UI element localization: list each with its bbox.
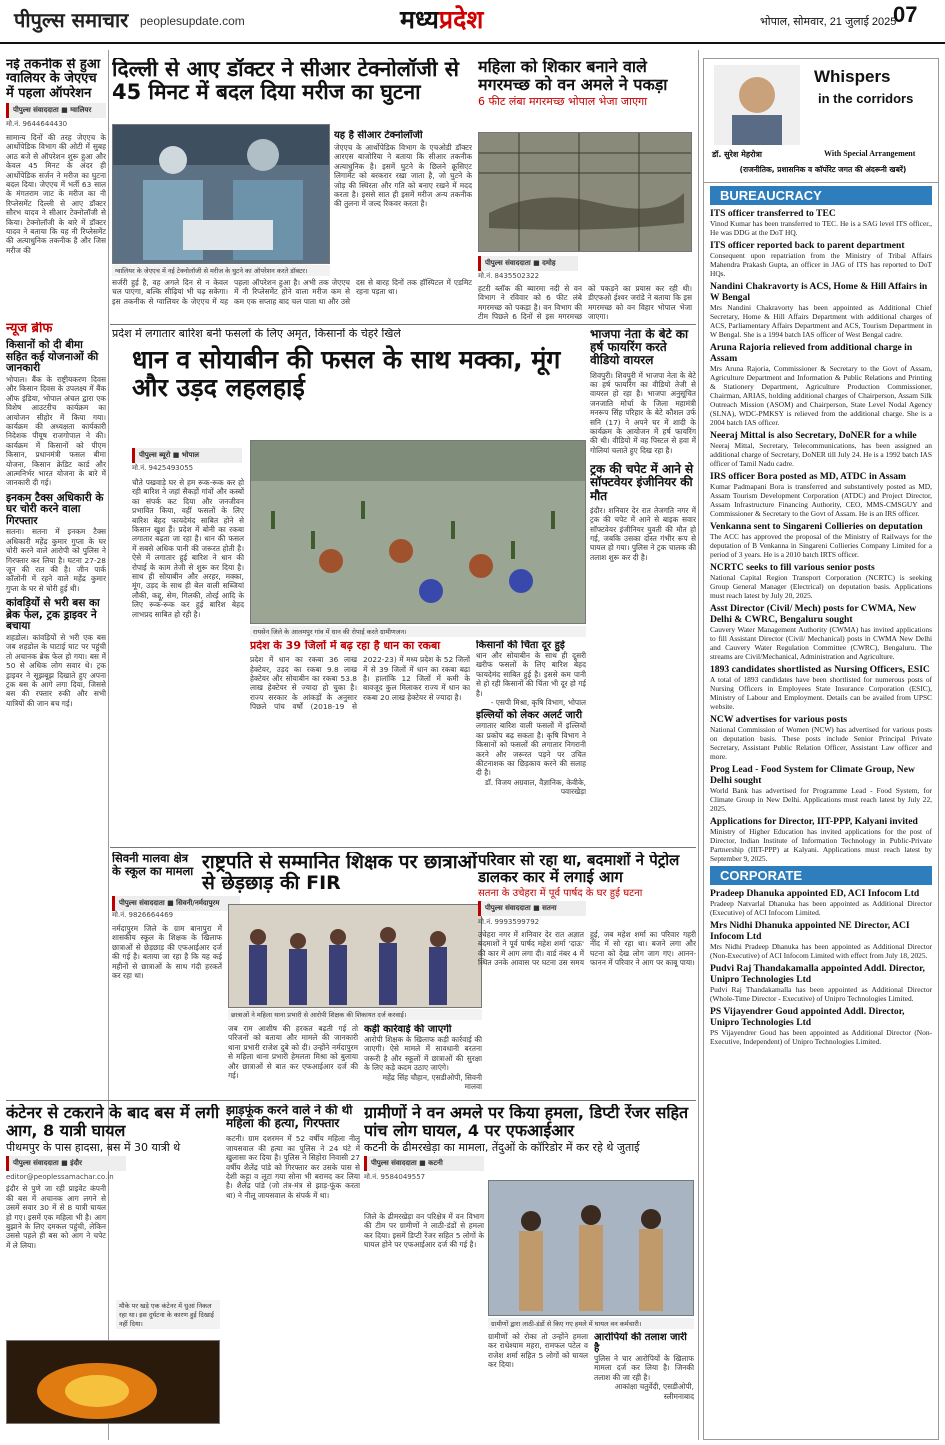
story-mobile: मो.नं. 9584049557: [364, 1173, 426, 1182]
story-byline-box: [6, 1156, 126, 1171]
item-headline: Pudvi Raj Thandakamalla appointed Addl. Director, Unipro Technologies Ltd: [710, 963, 925, 985]
section-rule: [110, 324, 696, 325]
story-email: editor@peoplessamachar.co.in: [6, 1173, 114, 1182]
issue-date: भोपाल, सोमवार, 21 जुलाई 2025: [760, 16, 897, 28]
arrest-body: पुलिस ने चार आरोपियों के खिलाफ मामला दर्ज कर लिया है। जिनकी तलाश की जा रही है।: [594, 1354, 694, 1382]
item-headline: ITS officer transferred to TEC: [710, 208, 836, 219]
alert-body: लगातार बारिश वाली फसलों में इल्लियों का प्रकोप बढ़ सकता है। कृषि विभाग ने किसानों को फसलों की लगातार निगरानी करने और जरूरत पड़ने पर उचित कीटनाशक का छिड़काव करने की सलाह दी है।: [476, 721, 586, 778]
arrest-source: आकांक्षा चतुर्वेदी, एसडीओपी, स्लीमनाबाद: [614, 1382, 694, 1401]
brief-headline: कांवड़ियों से भरी बस का ब्रेक फेल, ट्रक ड्राइवर ने बचाया: [6, 597, 100, 633]
item-body: Cauvery Water Management Authority (CWMA) has invited applications to fill Assistant Director (Civil/ Mechanical) posts in CWMA New Delhi and Cauvery Water Regulation Committee (CWRC), Bengaluru. The streams are Civil/Mechanical, Administration and Agriculture.: [710, 625, 932, 661]
story-body: शिवपुरी। शिवपुरी में भाजपा नेता के बेटे का हर्ष फायरिंग का वीडियो तेजी से वायरल हो रहा है। भाजपा अनुसूचित जनजाति मोर्चा के जिला महामंत्री मनरूप सिंह परिहार के बेटे कौशल उर्फ सनि (17) ने अपने घर में शादी के कार्यक्रम के आयोजन में हर्ष फायरिंग की थी। वीडियो में वह पिस्टल से हवा में गोलियां चलाते हुए दिख रहा है।: [590, 370, 696, 455]
story-cr-technology: [112, 58, 472, 320]
story-body: जब राम आशीष की हरकत बढ़ती गई तो परिजनों को बताया और मामले की जानकारी थाना प्रभारी राजेश दुबे को दी। उन्होंने नर्मदापुरम से महिला थाना प्रभारी हेमलता मिश्रा को बुलाया और छात्राओं से बात कर एफआईआर दर्ज की गई।: [228, 1024, 358, 1081]
item-body: Consequent upon repatriation from the Ministry of Tribal Affairs Mahendra Prakash Gupta, an officer in JAG of ITS has reported to DoT HQs.: [710, 251, 932, 278]
lead-headline: धान व सोयाबीन की फसल के साथ मक्का, मूंग और उड़द लहलहाई: [132, 345, 561, 402]
story-body: ग्रामीणों को रोका तो उन्होंने हमला कर राधेश्याम महरा, रामफल पटेल व राजेश शर्मा सहित 5 लोगों को घायल कर दिया।: [488, 1332, 588, 1370]
whispers-title: Whispers: [814, 67, 891, 86]
story-headline: राष्ट्रपति से सम्मानित शिक्षक पर छात्राओं से छेड़छाड़ की FIR: [202, 852, 478, 894]
website-link[interactable]: peoplesupdate.com: [140, 14, 245, 28]
section-title-a: मध्य: [400, 5, 439, 34]
section-title-b: प्रदेश: [438, 5, 484, 34]
story-byline: पीपुल्स संवाददाता ■ सिवनी/नर्मदापुरम: [119, 899, 220, 907]
masthead: [0, 0, 945, 44]
story-headline: ट्रक की चपेट में आने से सॉफ्टवेयर इंजीनियर की मौत: [590, 462, 694, 503]
item-body: The ACC has approved the proposal of the Ministry of Railways for the deputation of B Venkanna in Singareni Collieries Company Limited for a period of 3 years. He is a 2010 batch IRTS officer.: [710, 532, 932, 559]
bureaucracy-section: [704, 186, 938, 1046]
story-car-fire: [478, 852, 696, 1098]
brief-headline: किसानों को दी बीमा सहित कई योजनाओं की जानकारी: [6, 339, 99, 375]
stats-box: [250, 640, 470, 844]
item-body: Mrs Aruna Rajoria, Commissioner & Secretary to the Govt of Assam, Agriculture Department and Information & Public Relations and Printing & Stationery Department, Agriculture Production Commissioner, Chairman, ARIAS, holding additional charges of Chairperson, Assam Silk Outreach Mission (ASOM) and Chairperson, State Level Nodal Agency (SLNA), WDC-PMKSY is relieved from the additional charge. She is a 2004 batch IAS officer.: [710, 364, 932, 427]
lead-body: चौते पखवाड़े घर से हम रूक-रूक कर हो रही बारिश ने जहां सैकड़ों गांवों और कस्बों का संपर्क कट दिया और जनजीवन प्रभावित किया, वहीं फसलों के लिए बारिश बेहद फायदेमंद साबित होने से किसान खुश हैं। प्रदेश में बोनी का रकबा लगातार बढ़ता जा रहा है। धान की फसल में सबसे अधिक पानी की जरूरत होती है। ऐसे में लगातार हुई बारिश ने धान की रोपाई के काम तेजी से शुरू कर दिया है। साथ ही सोयाबीन और अरहर, मक्का, मूंग, उड़द के साथ ही बेल वाली सब्जियां लौकी, कद्दू, सेम, गिलकी, तोरई आदि के लिए रूक-रूक कर हुई बारिश बेहद लाभप्रद साबित हो रही है।: [132, 478, 244, 619]
story-forest-attack: [364, 1104, 696, 1440]
page-number: 07: [893, 2, 918, 27]
story-bus-fire: [6, 1104, 222, 1440]
action-box: [364, 1024, 482, 1098]
story-kicker: सिवनी मालवा क्षेत्र के स्कूल का मामला: [112, 852, 194, 878]
section-rule: [110, 847, 696, 848]
lead-byline: पीपुल्स ब्यूरो ■ भोपाल: [139, 451, 200, 459]
story-subhead: 6 फीट लंबा मगरमच्छ भोपाल भेजा जाएगा: [478, 95, 648, 109]
story-mobile: मो.नं. 8435502322: [478, 272, 540, 280]
farmer-relief-box: [476, 640, 586, 844]
author-name: डॉ. सुरेश मेहरोत्रा: [712, 150, 762, 159]
info-box-body: जेएएच के आर्थोपेडिक विभाग के एचओडी डॉक्टर आरएस बाजोरिया ने बताया कि सीआर तकनीक अत्याधुनिक है। इसमें घुटने के छिलने क्रूसिएट लिगामेंट को बरकरार रखा जाता है, जो घुटने के जोड़ की स्थिरता और गति को बनाए रखने में मदद करता है। इससे सात ही इसमें मरीज अन्य तकनीक की तुलना में जल्द रिकवर करता है।: [334, 143, 472, 209]
info-box: [334, 130, 472, 280]
relief-title: किसानों की चिंता दूर हुई: [476, 640, 565, 651]
alert-source: डॉ. विजय अग्रवाल, वैज्ञानिक, केवीके, पवारखेड़ा: [484, 777, 586, 797]
story-headline: कंटेनर से टकराने के बाद बस में लगी आग, 8 यात्री घायल: [6, 1104, 220, 1140]
story-body: कटनी। ग्राम दशरमन में 52 वर्षीय महिला नीलू जायसवाल की हत्या का पुलिस ने 24 घंटे में खुलासा कर दिया है। पुलिस ने सिहोरा निवासी 27 वर्षीय शैलेंद्र पांडे को गिरफ्तार कर उसके पास से देशी कट्टा व लूटा गया सोना भी बरामद कर लिया है। शैलेंद्र पांडे (जो तंत्र-मंत्र से झाड़-फूंक करता था) ने नीलू जायसवाल के संपर्क में था।: [226, 1134, 360, 1200]
item-body: Pudvi Raj Thandakamalla has been appointed as Additional Director (Whole-Time Director - Executive) of Unipro Technologies Limited.: [710, 985, 932, 1003]
news-brief: [6, 322, 106, 1094]
story-crocodile: [478, 58, 694, 322]
item-body: Mrs Nidhi Pradeep Dhanuka has been appointed as Additional Director (Non-Executive) of ACI Infocom Limited with effect from July 18, 2025.: [710, 942, 932, 960]
story-body: सर्जरी हुई है, वह अगले दिन से न केवल चल पाएगा, बल्कि सीढ़ियां भी चढ़ सकेगा। इस तकनीक से ग्वालियर के जेएएच में यह पहला ऑपरेशन हुआ है। अभी तक जेएएच में नी रिप्लेसमेंट होने वाला मरीज कम से कम एक सप्ताह बाद चल पाता था और उसे दस से बारह दिनों तक हॉस्पिटल में एडमिट रहना पड़ता था।: [112, 278, 472, 306]
lead-story: [112, 328, 586, 844]
story-body: हटरी ब्लॉक की ब्यारमा नदी से वन विभाग ने रविवार को 6 फीट लंबे मगरमच्छ को पकड़ा है। वन विभाग की टीम पिछले 6 दिनों से इस मगरमच्छ को पकड़ने का प्रयास कर रही थी। डीएफओ ईश्वर जरांडे ने बताया कि इस मगरमच्छ को वन विहार भोपाल भेजा जाएगा।: [478, 284, 692, 322]
story-byline: पीपुल्स संवाददाता ■ कटनी: [371, 1159, 443, 1168]
photo-caption: ग्वालियर के जेएएच में नई टेक्नोलॉजी से मरीज के घुटने का ऑपरेशन करते डॉक्टर।: [112, 265, 330, 276]
story-byline-box: [478, 256, 578, 271]
story-body: सामान्य दिनों की तरह जेएएच के आर्थोपेडिक विभाग की ओटी में सुबह आठ बजे से ऑपरेशन शुरू हुआ और केवल 45 मिनट के अंदर ही आर्थोपेडिक सर्जन ने मरीज का घुटना बदल दिया। जेएएच में भर्ती 63 साल के मंगतराम जाट के मरीज का नी रिप्लेसमेंट दिल्ली से आए डॉक्टर सौरभ यादव ने सीआर टेक्नोलॉजी से किया। टेक्नोलॉजी के बारे में डॉक्टर यादव ने बताया कि यह नी रिप्लेसमेंट की अत्याधुनिक तकनीक है और जिस मरीज की: [6, 132, 106, 255]
item-headline: Venkanna sent to Singareni Collieries on deputation: [710, 521, 923, 532]
whispers-header: [704, 59, 938, 183]
story-byline: पीपुल्स संवाददाता ■ ग्वालियर: [13, 105, 92, 114]
action-body: आरोपी शिक्षक के खिलाफ कड़ी कार्रवाई की जाएगी। ऐसे मामले में सावधानी बरतना जरूरी है और स्कूलों में छात्राओं की सुरक्षा के लिए कड़े कदम उठाए जाएंगे।: [364, 1035, 482, 1073]
story-headline: परिवार सो रहा था, बदमाशों ने पेट्रोल डालकर कार में लगाई आग: [478, 852, 680, 886]
bureaucracy-list: [710, 208, 932, 863]
story-mobile: मो.नं. 9644644430: [6, 119, 68, 128]
story-body: इंदौर से पुणे जा रही प्राइवेट कंपनी की बस में अचानक आग लगने से उसमें सवार 30 में से 8 यात्री घायल हो गए। इसमें एक महिला भी है। आग बुझाने के लिए दमकल पहुंची, लेकिन उससे पहले ही बस को आग ने चपेट में ले लिया।: [6, 1184, 106, 1250]
item-headline: NCW advertises for various posts: [710, 714, 848, 725]
story-body: जिले के ढीमरखेड़ा वन परिक्षेत्र में वन विभाग की टीम पर ग्रामीणों ने लाठी-डंडों से हमला कर दिया। इसमें डिप्टी रेंजर सहित 5 लोगों के घायल होने पर एफआईआर दर्ज की गई है।: [364, 1212, 484, 1250]
story-murder-arrest: [226, 1104, 360, 1440]
story-body: नर्मदापुरम जिले के ग्राम बानापुरा में शासकीय स्कूल के शिक्षक के खिलाफ छात्राओं से छेड़छाड़ की एफआईआर दर्ज की गई है। बताया जा रहा है कि यह कई महीनों से छात्राओं के साथ गंदी हरकतें कर रहा था।: [112, 924, 222, 981]
photo-caption: रायसेन जिले के आलमपुर गांव में धान की रोपाई करते ग्रामीणजन।: [250, 626, 586, 637]
item-body: Kumar Padmapani Bora is transferred and substantively posted as MD, Assam Tourism Development Corporation (ATDC) and Project Director, Assam Infrastructure Financing Authority, CEO, MMS-CMSGUY and Commissioner & Secretary to the Govt of Assam. He is an IRS officer.: [710, 482, 932, 518]
story-headline: दिल्ली से आए डॉक्टर ने सीआर टेक्नोलॉजी से 45 मिनट में बदल दिया मरीज का घुटना: [112, 58, 459, 105]
story-headline: महिला को शिकार बनाने वाले मगरमच्छ को वन अमले ने पकड़ा: [478, 58, 668, 94]
item-body: National Commission of Women (NCW) has advertised for various posts on deputation basis. These posts include Senior Principal Private Secretary, Assistant Public Relation Officer, Assistant Law officer and more.: [710, 725, 932, 761]
item-headline: Pradeep Dhanuka appointed ED, ACI Infocom Ltd: [710, 888, 920, 899]
item-headline: Prog Lead - Food System for Climate Group, New Delhi sought: [710, 764, 915, 786]
arrangement-note: With Special Arrangement: [824, 149, 916, 158]
story-headline: नई तकनीक से हुआ ग्वालियर के जेएएच में पहला ऑपरेशन: [6, 58, 101, 101]
item-body: National Capital Region Transport Corporation (NCRTC) is seeking Group General Manager (Electrical) on deputation basis. Applications must reach latest by July 20, 2025.: [710, 573, 932, 600]
item-body: Mrs Nandini Chakravorty has been appointed as Additional Chief Secretary, Home & Hill Affairs Department with additional charges of ACS, Parliamentary Affairs Department and ACS, Tourism Department in W Bengal. She is a 1994 batch IAS officer of West Bengal cadre.: [710, 303, 932, 339]
whispers-sidebar: [703, 58, 939, 1440]
story-subhead: कटनी के ढीमरखेड़ा का मामला, तेंदुओं के कॉरिडोर में कर रहे थे जुताई: [364, 1141, 640, 1155]
section-rule: [6, 1100, 696, 1101]
item-headline: Applications for Director, IIT-PPP, Kalyani invited: [710, 816, 918, 827]
story-headline: झाड़फूंक करने वाले ने की थी महिला की हत्या, गिरफ्तार: [226, 1104, 353, 1131]
item-body: Pradeep Natvarlal Dhanuka has been appointed as Additional Director (Executive) of ACI Infocom Limited.: [710, 899, 932, 917]
story-new-technology: [6, 58, 106, 316]
story-body: इंदौर। शनिवार देर रात तेजगति नगर में ट्रक की चपेट में आने से बाइक सवार सॉफ्टवेयर इंजीनियर युवती की मौत हो गई, जबकि उसका दोस्त गंभीर रूप से घायल हो गया। पुलिस ने ट्रक चालक की तलाश शुरू कर दी है।: [590, 505, 696, 562]
paddy-field-photo: [250, 440, 586, 624]
brief-body: सतना। सतना में इनकम टैक्स अधिकारी महेंद्र कुमार गुप्ता के घर चोरी करने वाले आरोपी को पुलिस ने गिरफ्तार कर लिया है। घटना 27-28 जून की रात की है। जीन पार्क कॉलोनी में रहने वाले महेंद्र कुमार गुप्ता के घर से चोरी हुई थी।: [6, 527, 106, 593]
story-byline: पीपुल्स संवाददाता ■ इंदौर: [13, 1159, 82, 1168]
brief-body: शहडोल। कांवड़ियों से भरी एक बस जब शहडोल के घाटाई घाट पर पहुंची तो अचानक ब्रेक फेल हो गया। बस में 50 से अधिक लोग सवार थे। ट्रक ड्राइवर ने सूझबूझ दिखाते हुए अपना ट्रक बस के आगे लगा दिया, जिससे बस की रफ्तार रुकी और सभी यात्रियों की जान बच गई।: [6, 632, 106, 708]
story-byline-box: [478, 901, 586, 916]
item-headline: Mrs Nidhi Dhanuka appointed NE Director, ACI Infocom Ltd: [710, 920, 910, 942]
story-subhead: सतना के उचेहरा में पूर्व पार्षद के घर हुई घटना: [478, 888, 643, 899]
forest-officials-photo: [488, 1180, 694, 1316]
item-body: Ministry of Higher Education has invited applications for the post of Director, Indian Institute of Information Technology in Public-Private Partnership (IIIT-PPP) at Kalyani. Applications must reach latest by September 9, 2025.: [710, 827, 932, 863]
item-headline: Nandini Chakravorty is ACS, Home & Hill Affairs in W Bengal: [710, 281, 928, 303]
lead-mobile: मो.नं. 9425493055: [132, 464, 194, 472]
item-headline: 1893 candidates shortlisted as Nursing Officers, ESIC: [710, 664, 930, 675]
story-headline: ग्रामीणों ने वन अमले पर किया हमला, डिप्टी रेंजर सहित पांच लोग घायल, 4 पर एफआईआर: [364, 1104, 689, 1140]
story-mobile: मो.नं. 9826664469: [112, 911, 174, 919]
lead-kicker: प्रदेश में लगातार बारिश बनी फसलों के लिए अमृत, किसानों के चेहरे खिले: [112, 328, 401, 340]
item-body: Neeraj Mittal, Secretary, Telecommunications, has been assigned an additional charge of Secretary, DoNER till July 24. He is a 1992 batch IAS officer of Tamil Nadu cadre.: [710, 441, 932, 468]
story-byline-box: [112, 896, 240, 911]
story-body: उचेहरा नगर में शनिवार देर रात अज्ञात बदमाशों ने पूर्व पार्षद महेश शर्मा 'दाऊ' की कार में आग लगा दी। वार्ड नंबर 4 में स्थित उनके आवास पर घटना उस समय हुई, जब महेश शर्मा का परिवार गहरी नींद में सो रहा था। बजने लगा और घटना को देख लोग जाग गए। आनन-फानन में परिवार ने आग पर काबू पाया।: [478, 930, 696, 968]
action-source: महेंद्र सिंह चौहान, एसडीओपी, सिवनी मालवा: [382, 1072, 482, 1092]
photo-caption: छात्राओं ने महिला थाना प्रभारी से आरोपी शिक्षक की शिकायत दर्ज करवाई।: [228, 1009, 482, 1020]
whispers-tagline: (राजनीतिक, प्रशासनिक व कॉर्पोरेट जगत की अंदरूनी खबरें): [739, 165, 907, 174]
photo-caption: मौके पर खड़े एक कंटेनर में धुआं निकल रहा था। इस दुर्घटना के कारण हुई दिखाई नहीं दिया।: [116, 1300, 220, 1329]
stats-box-body: प्रदेश में धान का रकबा 36 लाख हेक्टेयर, उड़द का रकबा 9.8 लाख हेक्टेयर और सोयाबीन का रकबा 53.8 लाख हेक्टेयर से ज्यादा हो चुका है। राज्य सरकार के आंकड़ों के अनुसार पिछले पांच वर्षों (2018-19 से 2022-23) में मध्य प्रदेश के 52 जिलों में से 39 जिलों में धान का रकबा बढ़ा है। हालांकि 12 जिलों में कमी के बावजूद कुल मिलाकर राज्य में धान का रकबा 20 लाख हेक्टेयर से ज्यादा है।: [250, 655, 470, 712]
story-byline: पीपुल्स संवाददाता ■ सतना: [485, 904, 557, 912]
item-headline: Aruna Rajoria relieved from additional charge in Assam: [710, 342, 913, 364]
story-subhead: पीथमपुर के पास हादसा, बस में 30 यात्री थे: [6, 1141, 181, 1155]
item-body: Vinod Kumar has been transferred to TEC. He is a SAG level ITS officer., He was DDG at the DoT HQ.: [710, 219, 932, 237]
item-headline: IRS officer Bora posted as MD, ATDC in Assam: [710, 471, 907, 482]
item-headline: Neeraj Mittal is also Secretary, DoNER for a while: [710, 430, 917, 441]
newspaper-logo: पीपुल्स समाचार: [14, 8, 129, 32]
item-headline: PS Vijayendrer Goud appointed Addl. Director, Unipro Technologies Ltd: [710, 1006, 905, 1028]
corporate-list: [710, 888, 932, 1046]
item-body: World Bank has advertised for Programme Lead - Food System, for Climate Group in New Delhi. Applications must reach latest by July 22, 2025.: [710, 786, 932, 813]
corporate-title: CORPORATE: [710, 866, 932, 885]
crocodile-photo: [478, 132, 692, 252]
story-byline: पीपुल्स संवाददाता ■ दमोह: [485, 259, 556, 267]
author-portrait: [714, 65, 800, 145]
stats-box-title: प्रदेश के 39 जिलों में बढ़ रहा है धान का रकबा: [250, 640, 441, 652]
news-brief-title: न्यूज ब्रीफ: [6, 322, 53, 336]
item-headline: ITS officer reported back to parent department: [710, 240, 905, 251]
right-column-stories: [590, 328, 696, 844]
info-box-title: यह है सीआर टेक्नोलॉजी: [334, 130, 423, 141]
action-title: कड़ी कार्रवाई की जाएगी: [364, 1024, 452, 1035]
bus-fire-photo: [6, 1340, 220, 1424]
section-title: [400, 2, 483, 36]
item-body: A total of 1893 candidates have been shortlisted for numerous posts of Nursing Officers in Employees State Insurance Corporation (ESIC), Ministry of Labour and Employment. Details can be availed from UPSC website.: [710, 675, 932, 711]
column-rule: [698, 50, 699, 1440]
relief-body: धान और सोयाबीन के साथ ही दूसरी खरीफ फसलों के लिए बारिश बेहद फायदेमंद साबित हुई है। इससे कम पानी से हो रही किसानों की चिंता भी दूर हो गई है।: [476, 651, 586, 698]
bureaucracy-title: BUREAUCRACY: [710, 186, 932, 205]
relief-source: - एसपी मिश्रा, कृषि विभाग, भोपाल: [490, 698, 586, 708]
whispers-subtitle: in the corridors: [818, 91, 914, 106]
item-body: PS Vijayendrer Goud has been appointed as Additional Director (Non-Executive, Independent) of Unipro Technologies Limited.: [710, 1028, 932, 1046]
story-teacher-fir: [112, 852, 482, 1098]
alert-title: इल्लियों को लेकर अलर्ट जारी: [476, 710, 583, 722]
lead-byline-box: [132, 448, 242, 463]
photo-caption: ग्रामीणों द्वारा लाठी-डंडों से किए गए हमले में घायल वन कर्मचारी।: [488, 1318, 694, 1329]
story-mobile: मो.नं. 9993599792: [478, 918, 540, 926]
item-headline: Asst Director (Civil/ Mech) posts for CWMA, New Delhi & CWRC, Bengaluru sought: [710, 603, 917, 625]
arrest-title: आरोपियों की तलाश जारी है: [594, 1332, 687, 1354]
brief-headline: इनकम टैक्स अधिकारी के घर चोरी करने वाला गिरफ्तार: [6, 491, 104, 527]
surgery-photo: [112, 124, 330, 264]
item-headline: NCRTC seeks to fill various senior posts: [710, 562, 875, 573]
story-headline: भाजपा नेता के बेटे का हर्ष फायरिंग करते वीडियो वायरल: [590, 328, 689, 368]
students-photo: [228, 904, 482, 1008]
story-byline-box: [364, 1156, 484, 1171]
arrest-box: [594, 1332, 694, 1440]
brief-body: भोपाल। बैंक के राष्ट्रीयकरण दिवस और किसान दिवस के उपलक्ष्य में बैंक ऑफ इंडिया, भोपाल अंचल द्वारा एक विशेष आउटरीच कार्यक्रम का आयोजन सीहोर में किया गया। कार्यक्रम की अध्यक्षता कार्यकारी निदेशक पीयूष राजगोपाल ने की। कार्यक्रम में किसानों को पीएम किसान, प्रधानमंत्री फसल बीमा योजना, किसान क्रेडिट कार्ड और आत्मनिर्भर भारत योजना के बारे में जानकारी दी गई।: [6, 374, 106, 488]
story-byline-box: [6, 103, 106, 118]
